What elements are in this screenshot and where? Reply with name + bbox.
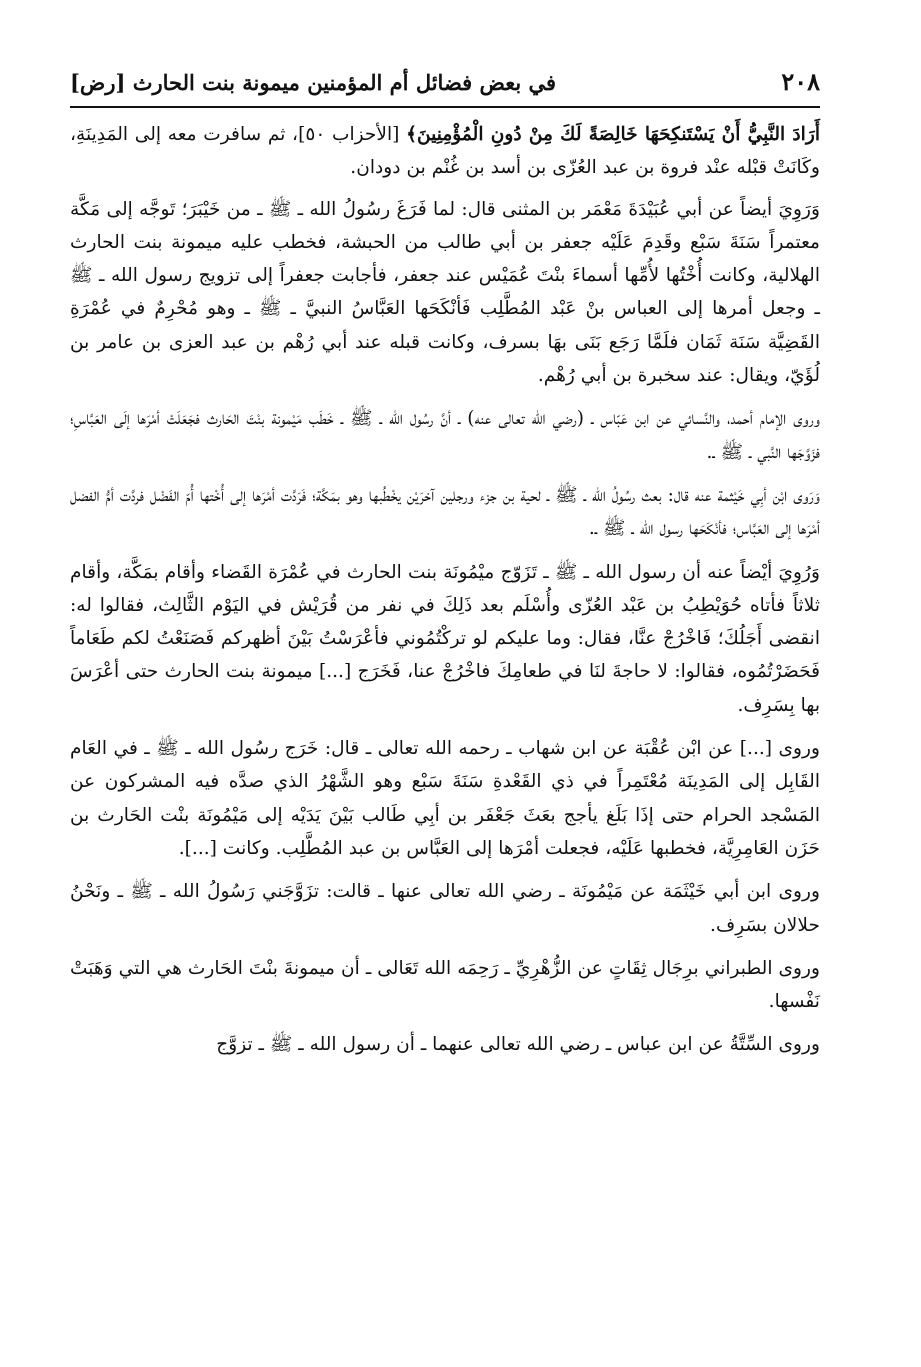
paragraph bbox=[70, 118, 820, 185]
paragraph: وروى الطبراني برِجَال ثِقَاتٍ عن الزُّهْرِيِّ ـ رَحِمَه الله تَعَالى ـ أن ميمونةَ بنْتَ الحَارث هي التي وَهَبَتْ نَفْسها. bbox=[70, 957, 820, 1013]
page-number: ٢٠٨ bbox=[781, 67, 820, 96]
chapter-title: في بعض فضائل أم المؤمنين ميمونة بنت الحارث [رض] bbox=[70, 70, 557, 95]
paragraph: وَرَوِيَ أيضاً عن أبي عُبَيْدَةَ مَعْمَر بن المثنى قال: لما فَرَغَ رسُولُ الله ـ ﷺ ـ من خَيْبَرَ؛ تَوجَّه إلى مَكَّة معتمراً سَنَةَ سَبْع وقَدِمَ عَلَيْه جعفر بن أبي طالب من الحبشة، فخطب عليه ميمونة بنت الحارث الهلالية، وكانت أُخْتُها لأُمِّها أسماءَ بنْتَ عُمَيْس عند جعفر، فأجابت جعفراً إلى تزويج رسول الله ـ ﷺ ـ وجعل أمرها إلى العباس بنْ عَبْد المُطَّلِب فَأنْكَحَها العَبَّاسُ النبيَّ ـ ﷺ ـ وهو مُحْرِمٌ في عُمْرَةِ القَضِيَّة سَنَة ثَمَان فلَمَّا رَجَع بَنَى بهَا بسرف، وكانت قبله عند أبي رُهْم بن عبد العزى بن عامر بن لُؤَيّ، ويقال: عند سخبرة بن أبي رُهْم. bbox=[70, 198, 820, 387]
paragraph: وروى [...] عن ابْن عُقْبَة عن ابن شهاب ـ رحمه الله تعالى ـ قال: خَرَج رسُول الله ـ ﷺ ـ في العَام القَابِل إلى المَدِينَة مُعْتَمِراً في ذي القَعْدةِ سَنَةَ سَبْع وهو الشَّهْرُ الذي صدَّه فيه المشركون عن المَسْجد الحرام حتى إذَا بَلَغ يأجج بعَثَ جَعْفَر بن أبِي طَالب بَيْنَ يَدَيْه إلى مَيْمُونَة بنْت الحَارث بن حَزَن العَامِرِيَّة، فخطبها عَلَيْه، فجعلت أمْرَها إلى العَبَّاس بن عبد المُطَّلِب. وكانت [...]. bbox=[70, 738, 820, 859]
paragraph: وَرَوى ابْن أبِي خَيْثمة عنه قال: بعث رسُولُ الله ـ ﷺ ـ لحية بن جزء ورجلين آخرَيْن يخْطُبها وهو بمَكَّة؛ فَرَدَّت أمْرَها إلى أُخْتها أُمّ الفَضْل فردَّت أمُّ الفضل أمْرَها إلى العَبَّاس؛ فأنْكَحَها رسول الله ـ ﷺ ـ. bbox=[70, 484, 820, 540]
paragraph: وروى السِّتَّةُ عن ابن عباس ـ رضي الله تعالى عنهما ـ أن رسول الله ـ ﷺ ـ تزوَّج bbox=[216, 1034, 820, 1056]
header-divider bbox=[70, 106, 820, 108]
paragraph: وروى الإمام أحمد، والنَّسائي عن ابن عَبّاس ـ (رضي الله تعالى عنه) ـ أنَّ رسُول الله ـ ﷺ ـ خَطَب مَيْمونة بنْتَ الحَارث فجَعَلَتْ أمْرَها إلَى العَبَّاسِ؛ فزَوَّجَها النَّبي ـ ﷺ ـ. bbox=[70, 408, 820, 463]
running-header bbox=[70, 60, 820, 104]
quran-verse: أَرَادَ النَّبِيُّ أَنْ يَسْتَنكِحَهَا خَالِصَةً لَكَ مِنْ دُونِ الْمُؤْمِنِينَ﴾ bbox=[406, 124, 820, 145]
paragraph-text: [الأحزاب ٥٠]، ثم سافرت معه إلى المَدِينَةِ، وكَانَتْ قبْله عنْد فروة بن عبد العُزّى بن أسد بن غُنْم بن دودان. bbox=[70, 124, 820, 179]
paragraph: وَرُوِيَ أيْضاً عنه أن رسول الله ـ ﷺ ـ تَزَوّج ميْمُونَة بنت الحارث في عُمْرَة القَضاء وأقام بمَكَّة، وأقام ثلاثاً فأتاه حُوَيْطِبُ بن عَبْد العُزّى وأُسْلَم بعد ذَلِكَ في نفر من قُرَيْش في اليَوْم الثَّالِث، فقالوا له: انقضى أَجَلُكَ؛ فَاخْرُجْ عنَّا، فقال: وما عليكم لو تركْتُمُوني فأعْرَسْتُ بَيْنَ أظهركم فَصَنَعْتُ لكم طَعَاماً فَحَضَرْتُمُوه، فقالوا: لا حاجةَ لنَا في طعامِكَ فاخْرُجْ عنا، فَخَرَج [...] ميمونة بنت الحارث حتى أعْرَسَ بها بِسَرِف. bbox=[70, 561, 820, 716]
paragraph: وروى ابن أبي خَيْثَمَة عن مَيْمُونَة ـ رضي الله تعالى عنها ـ قالت: تزَوَّجَني رَسُولُ الله ـ ﷺ ـ ونَحْنُ حلالان بسَرِف. bbox=[70, 881, 820, 936]
book-page bbox=[70, 60, 820, 1072]
